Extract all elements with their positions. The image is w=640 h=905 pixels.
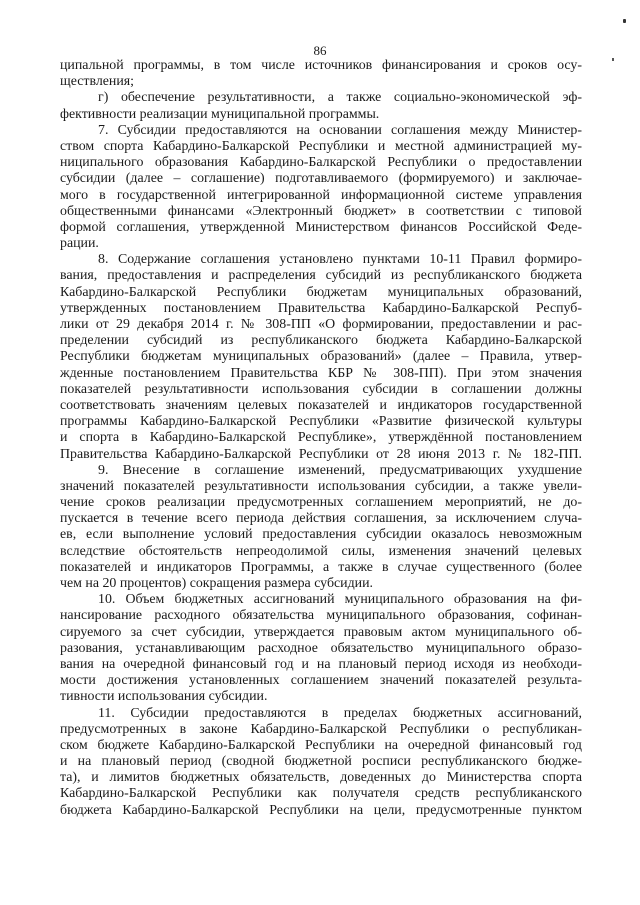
text-line: ев, если выполнение условий предоставления субсидии оказалось невозможным xyxy=(60,527,582,543)
text-line: вания, предоставления и распределения субсидий из республиканского бюджета xyxy=(60,268,582,284)
text-line: пределении субсидий из республиканского бюджета Кабардино-Балкарской xyxy=(60,333,582,349)
text-line: программы Кабардино-Балкарской Республики «Развитие физической культуры xyxy=(60,414,582,430)
paragraph-8 xyxy=(60,252,582,462)
text-line: 9. Внесение в соглашение изменений, предусматривающих ухудшение xyxy=(98,462,582,478)
text-line: жденные постановлением Правительства КБР № 308-ПП). При этом значения xyxy=(60,365,582,381)
text-line: пускается в течение всего периода действия соглашения, за исключением случа- xyxy=(60,511,582,527)
text-line: ством спорта Кабардино-Балкарской Республики и местной администрацией му- xyxy=(60,138,582,154)
text-line: ществления; xyxy=(60,74,135,90)
text-line: вания на очередной финансовый год и на плановый период исходя из необходи- xyxy=(60,656,582,672)
text-line: соответствовать значениям целевых показателей и индикаторов государственной xyxy=(60,397,582,413)
paragraph-7 xyxy=(60,123,582,253)
text-line: фективности реализации муниципальной программы. xyxy=(60,106,380,122)
text-line: ском бюджете Кабардино-Балкарской Республики на очередной финансовый год xyxy=(60,737,582,753)
text-line: предусмотренных в законе Кабардино-Балкарской Республики о республикан- xyxy=(60,721,582,737)
text-line: нансирование расходного обязательства муниципального образования, софинан- xyxy=(60,608,582,624)
text-line: показателей результативности использования субсидии в соглашении должны xyxy=(60,381,582,397)
text-line: сируемого за счет субсидии, утверждается правовым актом муниципального об- xyxy=(60,624,582,640)
text-line: утвержденных постановлением Правительства Кабардино-Балкарской Респуб- xyxy=(60,300,582,316)
text-line: формой соглашения, утвержденной Министерством финансов Российской Феде- xyxy=(60,219,582,235)
text-line: Кабардино-Балкарской Республики бюджетам муниципальных образований, xyxy=(60,284,582,300)
text-line: тивности использования субсидии. xyxy=(60,689,268,705)
text-line: показателей и индикаторов Программы, а также в случае существенного (более xyxy=(60,559,582,575)
text-line: 10. Объем бюджетных ассигнований муниципального образования на фи- xyxy=(98,592,582,608)
paragraph-11 xyxy=(60,706,582,819)
text-line: и спорта в Кабардино-Балкарской Республике», утверждённой постановлением xyxy=(60,430,582,446)
paragraph-10 xyxy=(60,592,582,705)
paragraph-9 xyxy=(60,463,582,593)
text-line: чем на 20 процентов) сокращения размера субсидии. xyxy=(60,576,374,591)
text-line: и на плановый период (сводной бюджетной росписи республиканского бюджe- xyxy=(60,754,582,770)
text-line: рации. xyxy=(60,236,99,252)
page-number: 86 xyxy=(313,43,327,58)
text-line: мости достижения установленных соглашением значений показателей результа- xyxy=(60,673,582,689)
text-line: вследствие обстоятельств непреодолимой силы, изменения значений целевых xyxy=(60,543,582,559)
paragraph-item-g xyxy=(60,90,582,122)
text-line: 7. Субсидии предоставляются на основании соглашения между Министер- xyxy=(98,122,582,138)
text-line: мого в государственной интегрированной информационной системе управления xyxy=(60,187,582,203)
text-line: Республики бюджетам муниципальных образований» (далее – Правила, утвер- xyxy=(60,349,582,365)
text-line: бюджета Кабардино-Балкарской Республики на цели, предусмотренные пунктом xyxy=(60,802,582,818)
text-line: общественными финансами «Электронный бюджет» в соответствии с типовой xyxy=(60,203,582,219)
text-line: 8. Содержание соглашения установлено пунктами 10-11 Правил формиро- xyxy=(98,252,582,268)
text-line: Кабардино-Балкарской Республики как получателя средств республиканского xyxy=(60,786,582,802)
text-line: Правительства Кабардино-Балкарской Республики от 28 июня 2013 г. № 182-ПП. xyxy=(60,446,582,462)
text-line: г) обеспечение результативности, а также социально-экономической эф- xyxy=(98,90,582,106)
text-line: значений показателей результативности использования субсидии, а также увели- xyxy=(60,478,582,494)
text-line: ципальной программы, в том числе источников финансирования и сроков осу- xyxy=(60,58,582,73)
text-line: разования, устанавливающим расходное обязательство муниципального образо- xyxy=(60,640,582,656)
scan-mark xyxy=(623,19,626,23)
text-line: 11. Субсидии предоставляются в пределах бюджетных ассигнований, xyxy=(98,705,582,721)
text-line: та), и лимитов бюджетных обязательств, доведенных до Министерства спорта xyxy=(60,770,582,786)
text-line: лики от 29 декабря 2014 г. № 308-ПП «О формировании, предоставлении и рас- xyxy=(60,317,582,332)
document-body xyxy=(60,58,582,819)
text-line: чение сроков реализации предусмотренных соглашением мероприятий, не до- xyxy=(60,495,582,511)
paragraph-continuation xyxy=(60,58,582,90)
text-line: субсидии (далее – соглашение) подготавливаемого (формируемого) и заключае- xyxy=(60,171,582,187)
text-line: ниципального образования Кабардино-Балкарской Республики о предоставлении xyxy=(60,155,582,171)
